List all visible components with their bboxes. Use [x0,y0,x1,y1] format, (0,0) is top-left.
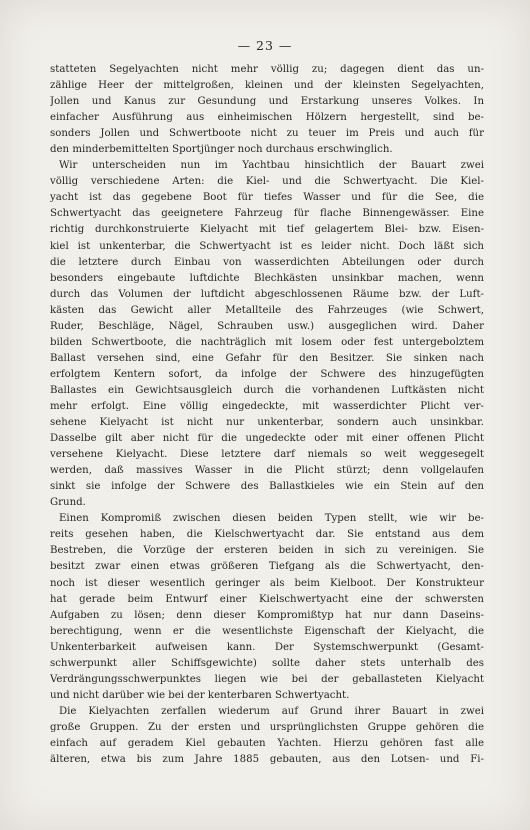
text-line: kiel ist unkenterbar, die Schwertyacht ist es leider nicht. Doch läßt sich [50,240,484,252]
text-line: Ballast versehen sind, eine Gefahr für den Besitzer. Sie sinken nach [50,352,484,364]
text-line: die letztere durch Einbau von wasserdichten Abteilungen oder durch [50,256,484,268]
text-line: Aufgaben zu lösen; denn dieser Kompromißtyp hat nur dann Daseins- [50,609,484,621]
text-line: erfolgtem Kentern sofort, da infolge der Schwere des hinzugefügten [50,368,484,380]
text-line: einfacher Ausführung aus einheimischen Hölzern hergestellt, sind be- [50,112,484,124]
text-line: schwerpunkt aller Schiffsgewichte) sollte daher stets unterhalb des [50,657,484,669]
text-line: Verdrängungsschwerpunktes liegen wie bei der geballasteten Kielyacht [50,673,484,685]
text-line: hat gerade beim Entwurf einer Kielschwertyacht eine der schwersten [50,593,484,605]
text-line: Die Kielyachten zerfallen wiederum auf Grund ihrer Bauart in zwei [59,705,484,717]
text-line: Jollen und Kanus zur Gesundung und Erstarkung unseres Volkes. In [50,96,484,108]
text-line: Schwertyacht das geeignetere Fahrzeug für flache Binnengewässer. Eine [50,208,484,220]
text-line: berechtigung, wenn er die wesentlichste Eigenschaft der Kielyacht, die [50,625,484,637]
paragraph [50,704,484,768]
text-line: durch das Volumen der luftdicht abgeschlossenen Räume bzw. der Luft- [50,288,484,300]
text-line: völlig verschiedene Arten: die Kiel- und die Schwertyacht. Die Kiel- [50,176,484,188]
text-line: zählige Heer der mittelgroßen, kleinen und der kleinsten Segelyachten, [50,80,484,92]
text-line: richtig durchkonstruierte Kielyacht mit tief gelagertem Blei- bzw. Eisen- [50,224,484,236]
page-number: — 23 — [237,38,293,53]
text-line: älteren, etwa bis zum Jahre 1885 gebauten, aus den Lotsen- und Fi- [50,754,484,766]
paragraph [50,511,484,704]
text-line: Dasselbe gilt aber nicht für die ungedeckte oder mit einer offenen Plicht [50,433,484,445]
text-line: besonders eingebaute luftdichte Blechkästen unsinkbar machen, wenn [50,272,484,284]
text-line: yacht ist das gegebene Boot für tiefes Wasser und für die See, die [50,192,484,204]
text-line: Bestreben, die Vorzüge der ersteren beiden in sich zu vereinigen. Sie [50,545,484,557]
text-line: den minderbemittelten Sportjünger noch durchaus erschwinglich. [50,144,393,156]
text-line: Ballastes ein Gewichtsausgleich durch die vorhandenen Luftkästen nicht [50,384,484,396]
text-line: versehene Kielyacht. Diese letztere darf niemals so weit weggesegelt [50,449,484,461]
paragraph [50,62,484,158]
text-line: Einen Kompromiß zwischen diesen beiden Typen stellt, wie wir be- [59,513,484,525]
text-line: sonders Jollen und Schwertboote nicht zu teuer im Preis und auch für [50,128,484,140]
text-line: Wir unterscheiden nun im Yachtbau hinsichtlich der Bauart zwei [59,160,484,172]
text-line: sehene Kielyacht ist nicht nur unkenterbar, sondern auch unsinkbar. [50,417,484,429]
text-line: mehr erfolgt. Eine völlig eingedeckte, mit wasserdichter Plicht ver- [50,400,484,412]
body-text [50,62,484,768]
text-line: und nicht darüber wie bei der kenterbaren Schwertyacht. [50,689,350,701]
text-line: große Gruppen. Zu der ersten und ursprünglichsten Gruppe gehören die [50,721,484,733]
text-line: bilden Schwertboote, die nachträglich mit losem oder fest untergebolztem [50,336,484,348]
paragraph [50,158,484,511]
text-line: Unkenterbarkeit aufweisen kann. Der Systemschwerpunkt (Gesamt- [50,641,484,653]
text-line: Grund. [50,497,86,509]
text-line: sinkt sie infolge der Schwere des Ballastkieles wie ein Stein auf den [50,481,484,493]
text-line: einfach auf geradem Kiel gebauten Yachten. Hierzu gehören fast alle [50,737,484,749]
text-line: werden, daß massives Wasser in die Plicht stürzt; denn vollgelaufen [50,465,484,477]
text-line: Ruder, Beschläge, Nägel, Schrauben usw.) ausgeglichen wird. Daher [50,320,484,332]
text-line: kästen das Gewicht aller Metallteile des Fahrzeuges (wie Schwert, [50,304,484,316]
text-line: noch ist dieser wesentlich geringer als beim Kielboot. Der Konstrukteur [50,577,484,589]
text-line: statteten Segelyachten nicht mehr völlig zu; dagegen dient das un- [50,64,484,75]
text-line: besitzt zwar einen etwas größeren Tiefgang als die Schwertyacht, den- [50,561,484,573]
text-line: reits gesehen haben, die Kielschwertyacht dar. Sie entstand aus dem [50,529,484,541]
